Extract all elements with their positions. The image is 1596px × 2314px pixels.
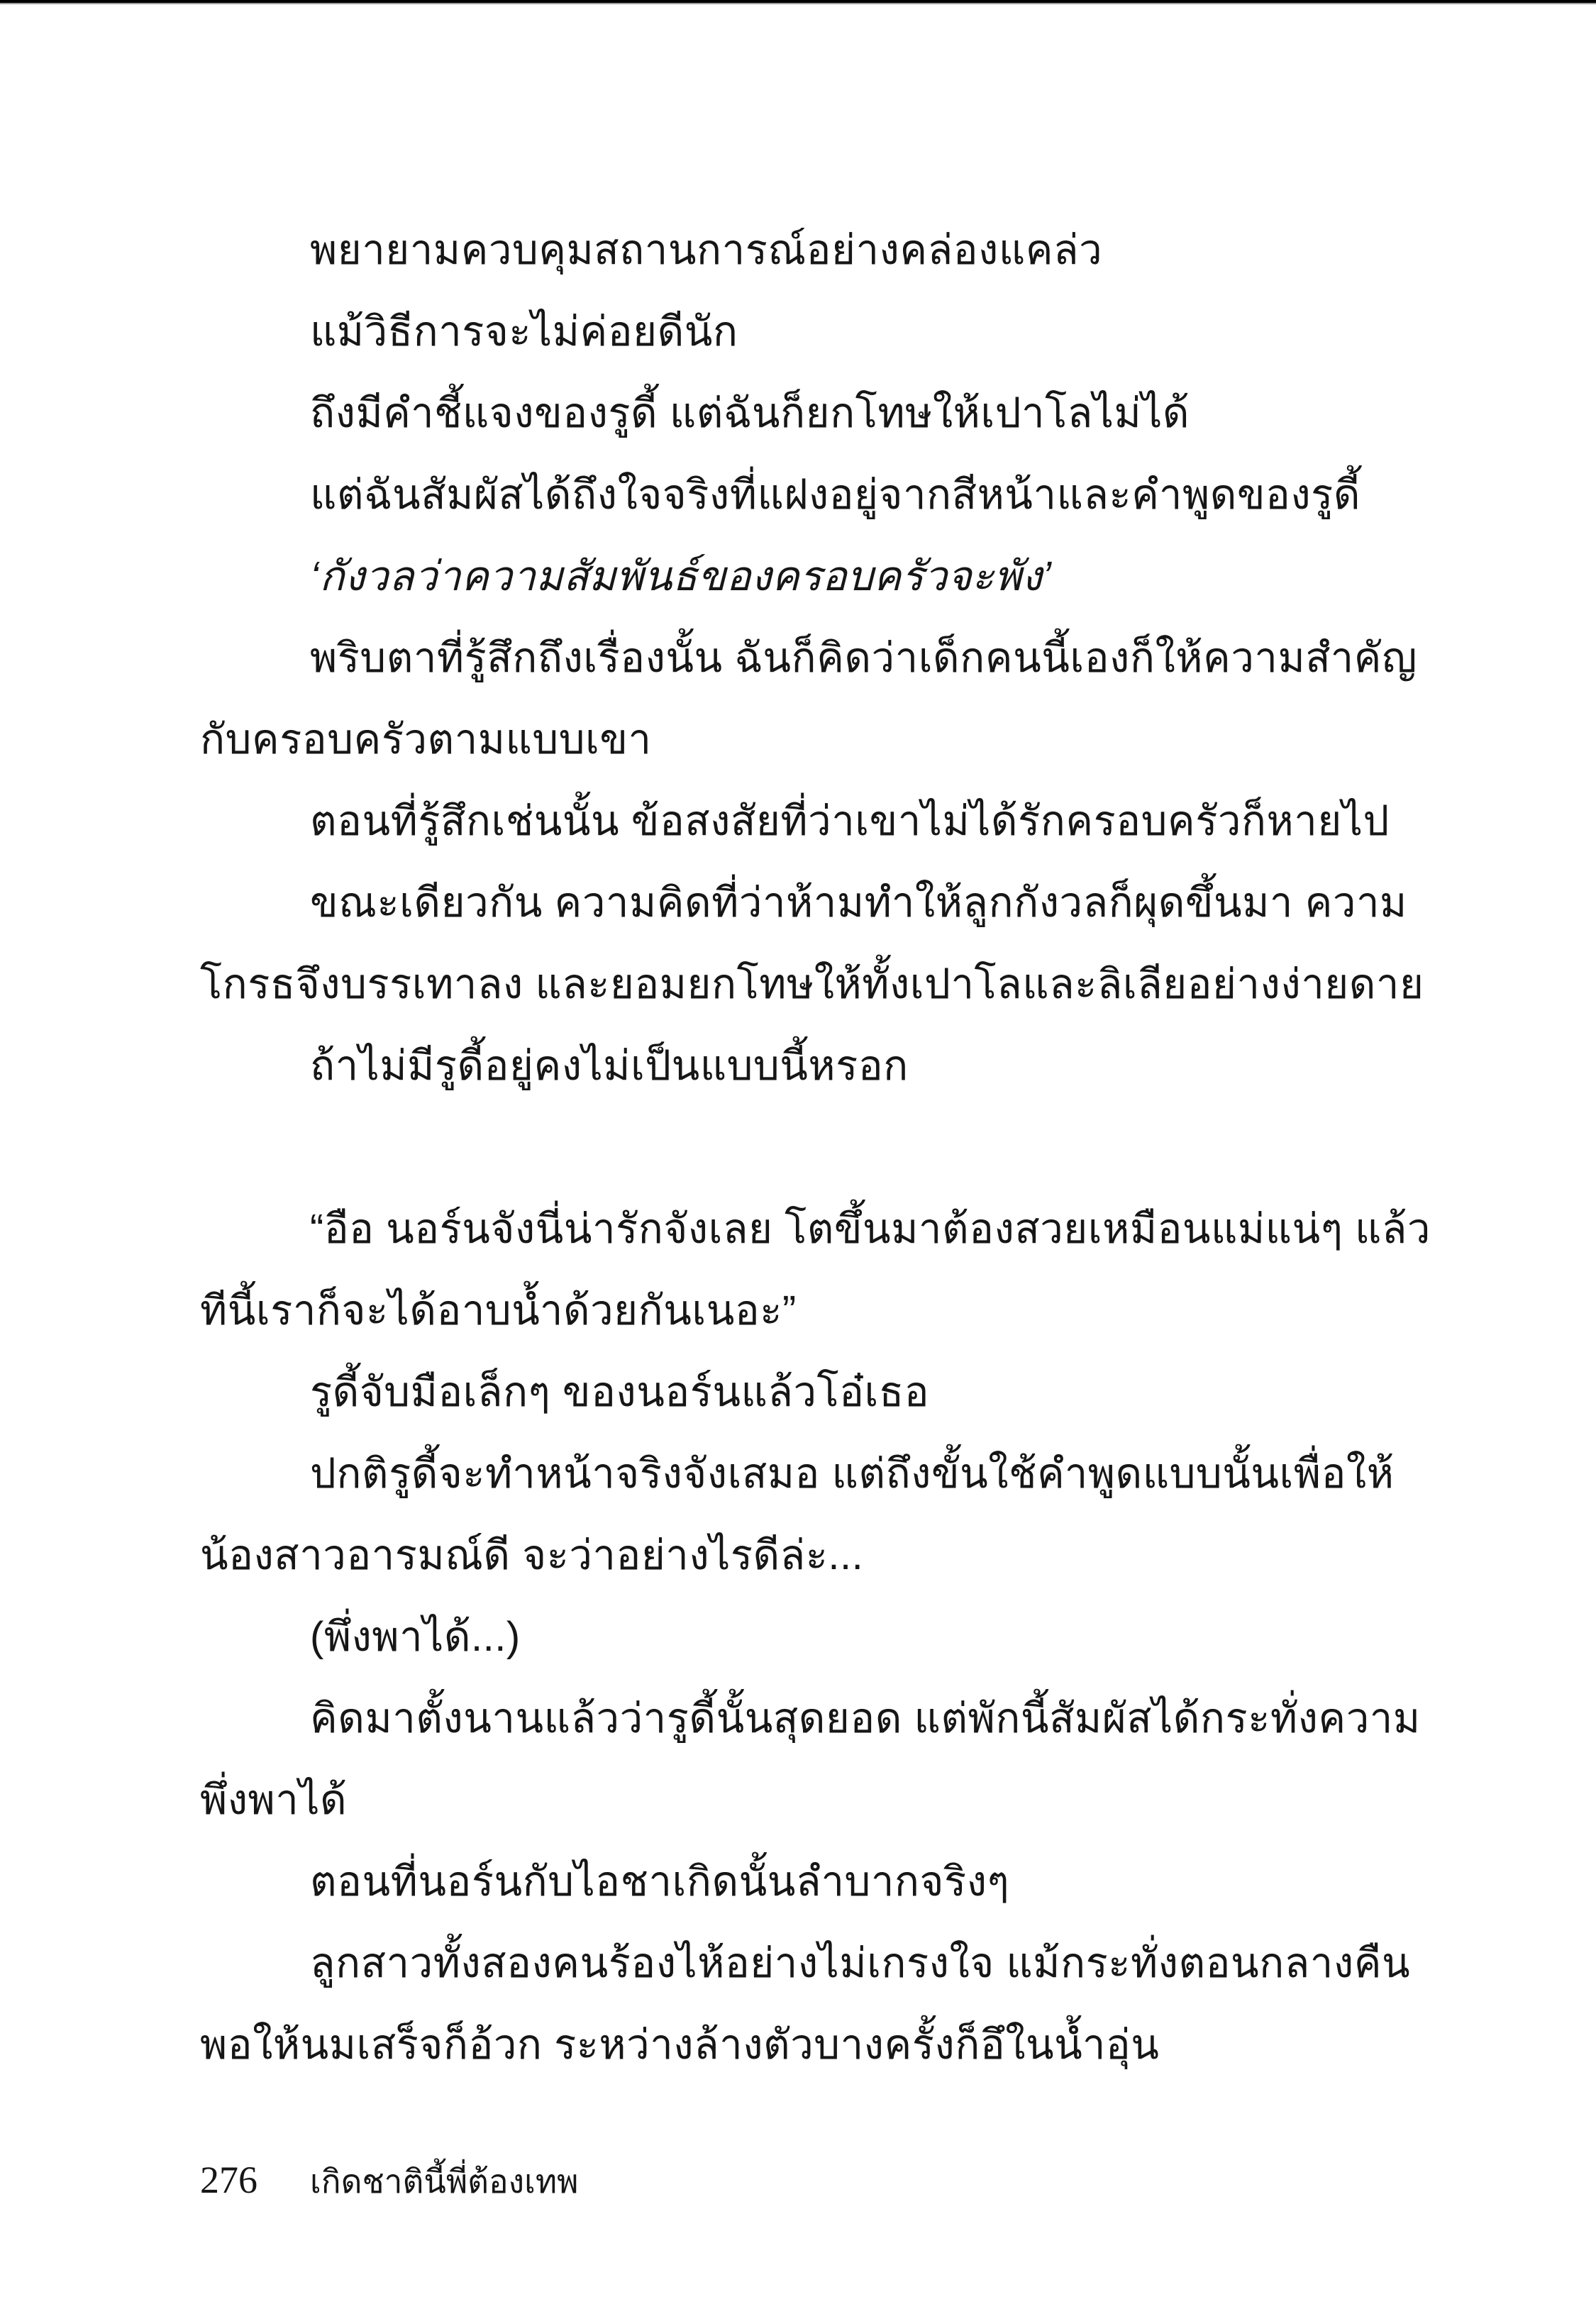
text-line: น้องสาวอารมณ์ดี จะว่าอย่างไรดีล่ะ... xyxy=(200,1532,864,1578)
text-line: พึ่งพาได้ xyxy=(200,1777,348,1823)
text-line: รูดี้จับมือเล็กๆ ของนอร์นแล้วโอ๋เธอ xyxy=(310,1369,930,1415)
text-line: ถ้าไม่มีรูดี้อยู่คงไม่เป็นแบบนี้หรอก xyxy=(310,1043,909,1089)
text-line: พยายามควบคุมสถานการณ์อย่างคล่องแคล่ว xyxy=(310,227,1103,273)
text-line: (พึ่งพาได้...) xyxy=(310,1614,521,1660)
text-line: ถึงมีคำชี้แจงของรูดี้ แต่ฉันก็ยกโทษให้เปาโลไม่ได้ xyxy=(310,390,1190,436)
text-line: พอให้นมเสร็จก็อ้วก ระหว่างล้างตัวบางครั้งก็อึในน้ำอุ่น xyxy=(200,2022,1160,2068)
text-line: กับครอบครัวตามแบบเขา xyxy=(200,716,652,763)
scan-top-edge xyxy=(0,0,1596,4)
text-line: ขณะเดียวกัน ความคิดที่ว่าห้ามทำให้ลูกกังวลก็ผุดขึ้นมา ความ xyxy=(310,880,1407,926)
text-line: คิดมาตั้งนานแล้วว่ารูดี้นั้นสุดยอด แต่พักนี้สัมผัสได้กระทั่งความ xyxy=(310,1695,1421,1742)
text-line: โกรธจึงบรรเทาลง และยอมยกโทษให้ทั้งเปาโลและลิเลียอย่างง่ายดาย xyxy=(200,961,1424,1007)
page-number: 276 xyxy=(200,2159,257,2201)
text-line: แม้วิธีการจะไม่ค่อยดีนัก xyxy=(310,309,738,355)
text-line: ทีนี้เราก็จะได้อาบน้ำด้วยกันเนอะ” xyxy=(200,1288,797,1334)
text-line: ‘กังวลว่าความสัมพันธ์ของครอบครัวจะพัง’ xyxy=(310,553,1052,599)
text-line: ลูกสาวทั้งสองคนร้องไห้อย่างไม่เกรงใจ แม้กระทั่งตอนกลางคืน xyxy=(310,1940,1411,1986)
text-line: พริบตาที่รู้สึกถึงเรื่องนั้น ฉันก็คิดว่าเด็กคนนี้เองก็ให้ความสำคัญ xyxy=(310,635,1417,681)
page-footer xyxy=(200,2155,578,2205)
text-line: ปกติรูดี้จะทำหน้าจริงจังเสมอ แต่ถึงขั้นใช้คำพูดแบบนั้นเพื่อให้ xyxy=(310,1451,1395,1497)
text-line: ตอนที่นอร์นกับไอชาเกิดนั้นลำบากจริงๆ xyxy=(310,1859,1010,1905)
body-text xyxy=(200,209,1431,2086)
text-line: แต่ฉันสัมผัสได้ถึงใจจริงที่แฝงอยู่จากสีหน้าและคำพูดของรูดี้ xyxy=(310,472,1361,518)
book-title: เกิดชาตินี้พี่ต้องเทพ xyxy=(310,2163,579,2200)
text-line: “อือ นอร์นจังนี่น่ารักจังเลย โตขึ้นมาต้องสวยเหมือนแม่แน่ๆ แล้ว xyxy=(310,1206,1431,1252)
blank-line xyxy=(200,1107,1396,1188)
text-line: ตอนที่รู้สึกเช่นนั้น ข้อสงสัยที่ว่าเขาไม่ได้รักครอบครัวก็หายไป xyxy=(310,798,1390,844)
